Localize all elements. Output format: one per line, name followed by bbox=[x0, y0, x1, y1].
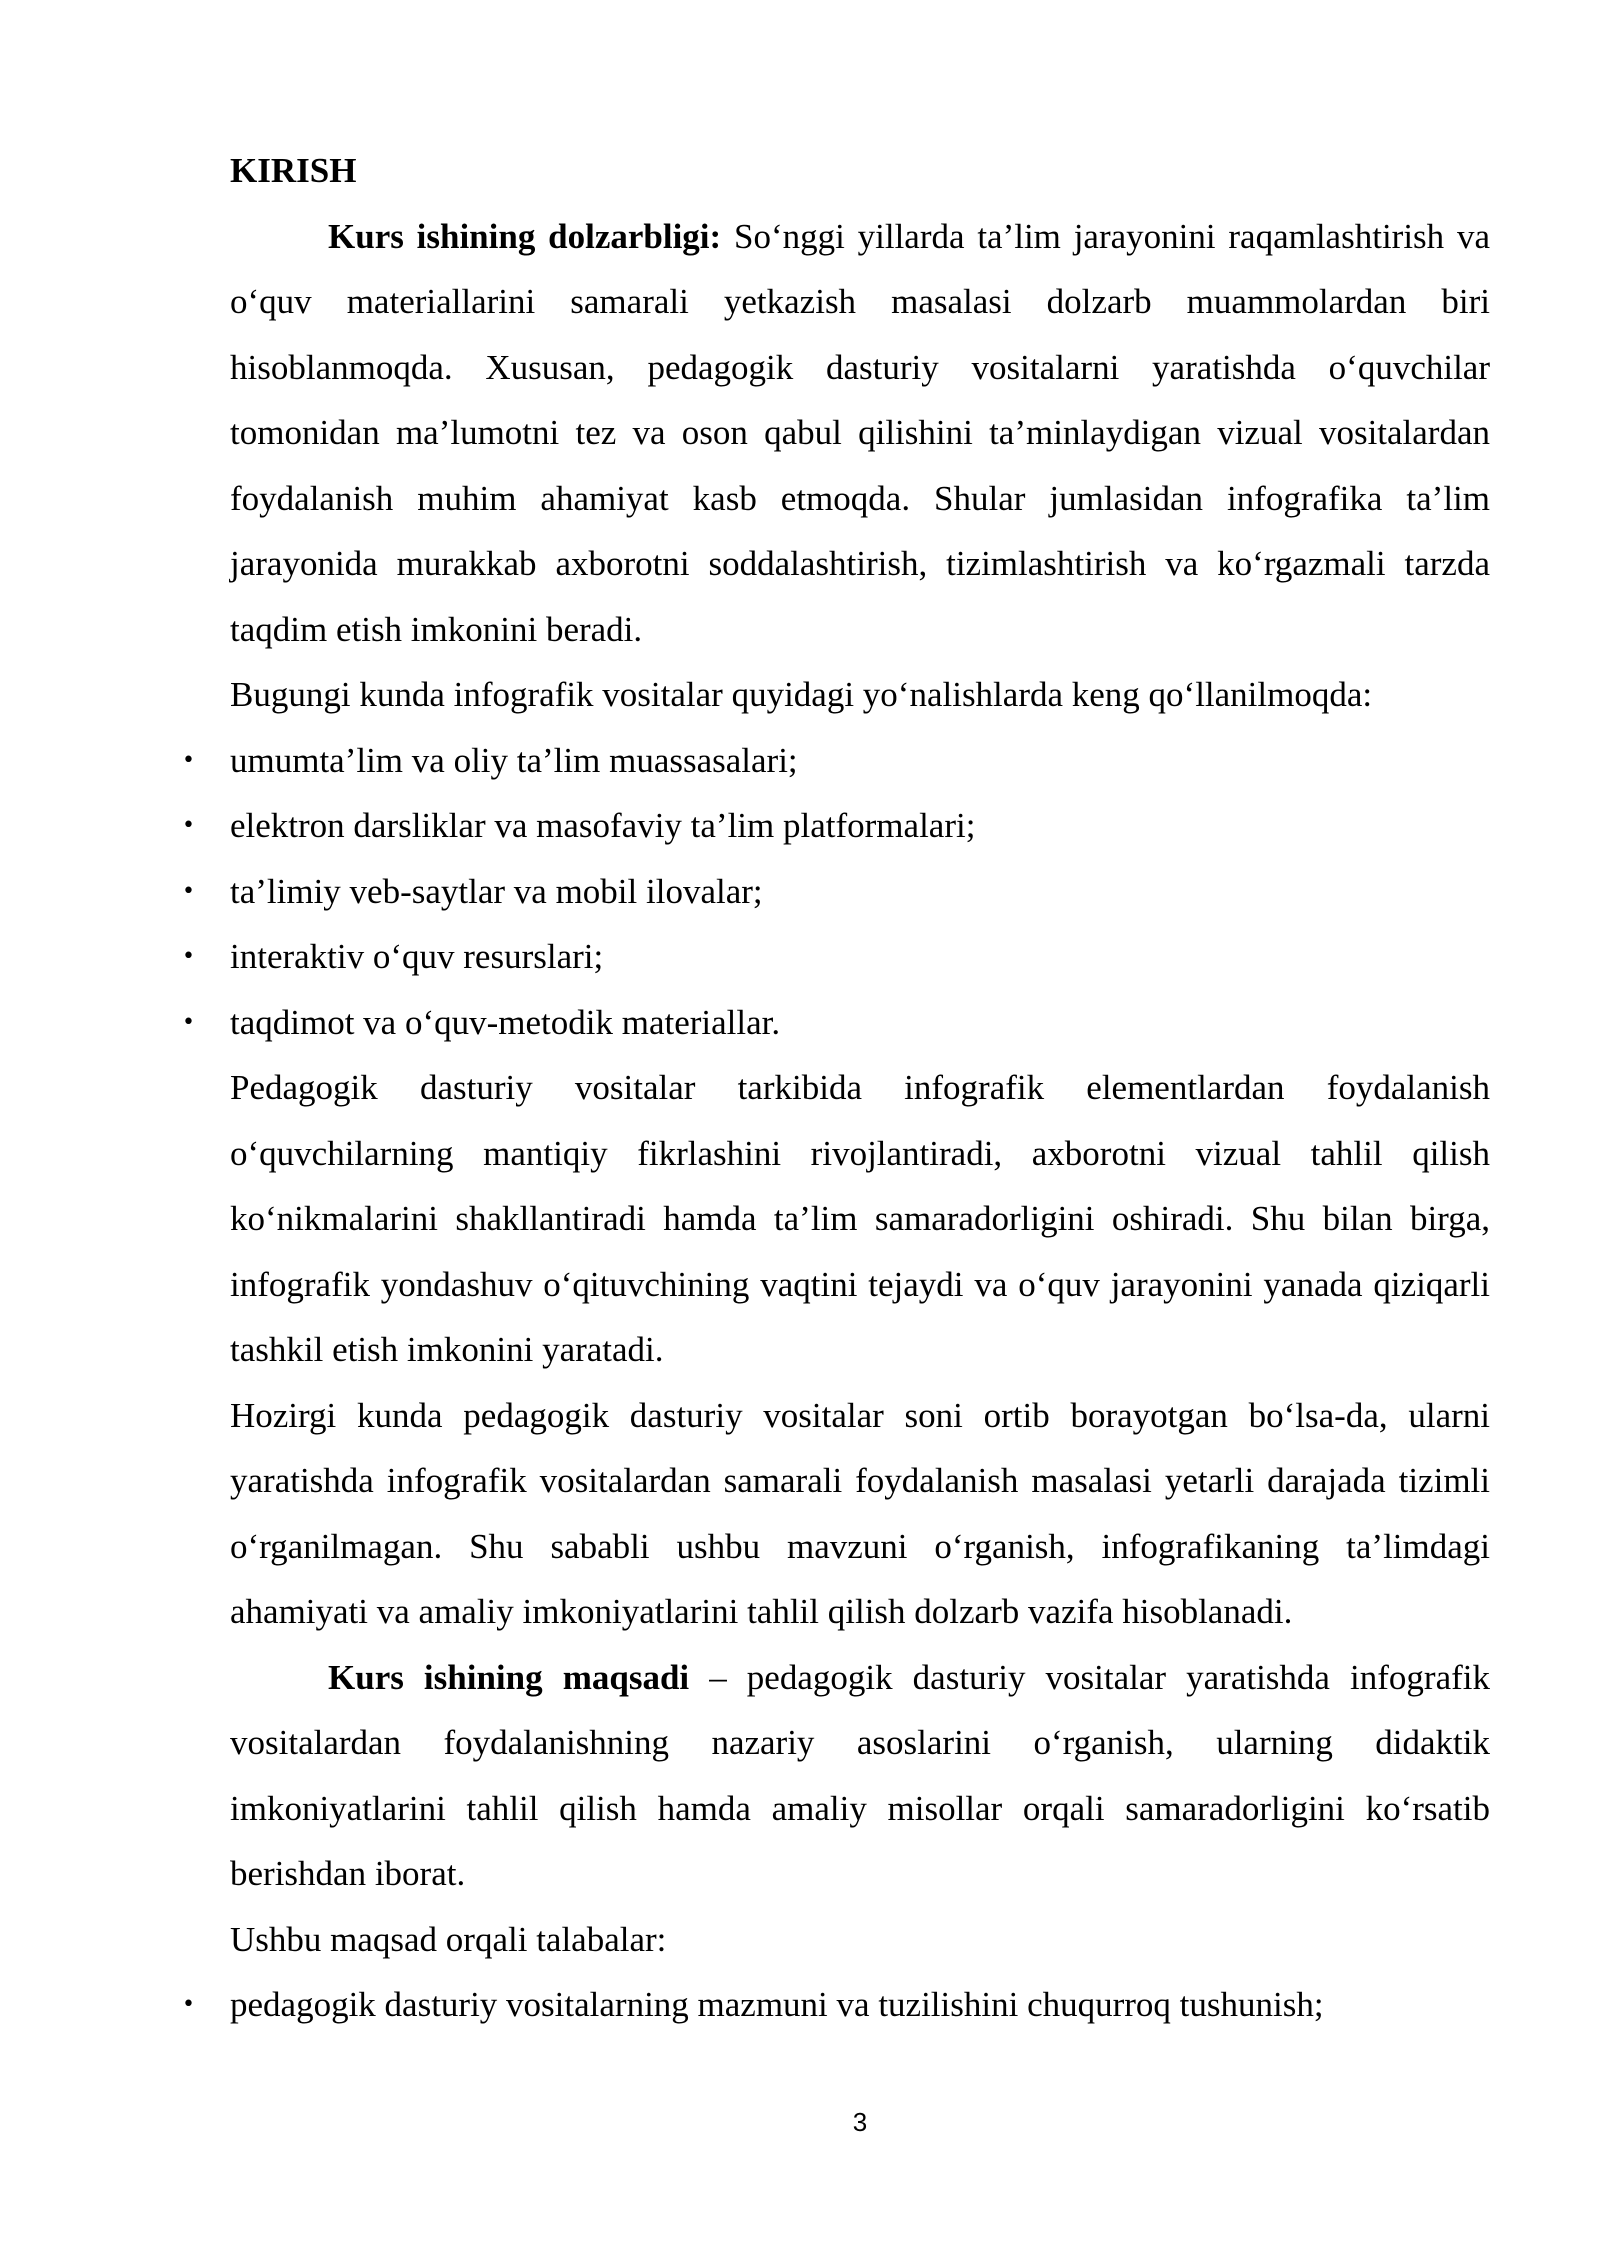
section-heading: KIRISH bbox=[230, 151, 357, 190]
usage-list bbox=[182, 728, 1490, 1056]
infographic-benefits-paragraph: Pedagogik dasturiy vositalar tarkibida infografik elementlardan foydalanish o‘quvchilarning mantiqiy fikrlashini rivojlantiradi, axborotni vizual tahlil qilish ko‘nikmalarini shakllantiradi hamda ta’lim samaradorligini oshiradi. Shu bilan birga, infografik yondashuv o‘qituvchining vaqtini tejaydi va o‘quv jarayonini yanada qiziqarli tashkil etish imkonini yaratadi. bbox=[230, 1068, 1490, 1369]
bullet-icon: • bbox=[182, 747, 195, 773]
bullet-icon: • bbox=[182, 878, 195, 904]
list-item bbox=[182, 1972, 1490, 2038]
list-item bbox=[182, 793, 1490, 859]
list-item-text: pedagogik dasturiy vositalarning mazmuni va tuzilishini chuqurroq tushunish; bbox=[230, 1985, 1324, 2024]
relevance-text: So‘nggi yillarda ta’lim jarayonini raqamlashtirish va o‘quv materiallarini samarali yetkazish masalasi dolzarb muammolardan biri hisoblanmoqda. Xususan, pedagogik dasturiy vositalarni yaratishda o‘quvchilar tomonidan ma’lumotni tez va oson qabul qilishini ta’minlaydigan vizual vositalardan foydalanish muhim ahamiyat kasb etmoqda. Shular jumlasidan infografika ta’lim jarayonida murakkab axborotni soddalashtirish, tizimlashtirish va ko‘rgazmali tarzda taqdim etish imkonini beradi. bbox=[230, 216, 1490, 649]
list-item-text: interaktiv o‘quv resurslari; bbox=[230, 937, 604, 976]
goal-text: – pedagogik dasturiy vositalar yaratishda infografik vositalardan foydalanishning nazariy asoslarini o‘rganish, ularning didaktik imkoniyatlarini tahlil qilish hamda amaliy misollar orqali samaradorligini ko‘rsatib berishdan iborat. bbox=[230, 1657, 1490, 1893]
usage-intro-paragraph: Bugungi kunda infografik vositalar quyidagi yo‘nalishlarda keng qo‘llanilmoqda: bbox=[230, 675, 1373, 714]
list-item bbox=[182, 728, 1490, 794]
relevance-label: Kurs ishining dolzarbligi: bbox=[328, 216, 722, 256]
list-item-text: umumta’lim va oliy ta’lim muassasalari; bbox=[230, 740, 798, 780]
bullet-icon: • bbox=[182, 813, 195, 838]
research-gap-paragraph: Hozirgi kunda pedagogik dasturiy vositalar soni ortib borayotgan bo‘lsa-da, ularni yaratishda infografik vositalardan samarali foydalanish masalasi yetarli darajada tizimli o‘rganilmagan. Shu sababli ushbu mavzuni o‘rganish, infografikaning ta’limdagi ahamiyati va amaliy imkoniyatlarini tahlil qilish dolzarb vazifa hisoblanadi. bbox=[230, 1395, 1490, 1631]
list-item bbox=[182, 924, 1490, 990]
relevance-paragraph bbox=[230, 204, 1490, 663]
bullet-icon: • bbox=[182, 1992, 195, 2017]
list-item bbox=[182, 990, 1490, 1056]
list-item-text: ta’limiy veb-saytlar va mobil ilovalar; bbox=[230, 871, 763, 911]
bullet-icon: • bbox=[182, 944, 195, 969]
list-item bbox=[182, 859, 1490, 925]
list-item-text: taqdimot va o‘quv-metodik materiallar. bbox=[230, 1002, 781, 1042]
students-list bbox=[182, 1972, 1490, 2038]
page-content bbox=[182, 138, 1490, 2038]
page-number: 3 bbox=[852, 2107, 868, 2137]
students-intro-paragraph: Ushbu maqsad orqali talabalar: bbox=[230, 1919, 667, 1959]
goal-label: Kurs ishining maqsadi bbox=[328, 1657, 690, 1697]
list-item-text: elektron darsliklar va masofaviy ta’lim platformalari; bbox=[230, 806, 976, 845]
goal-paragraph bbox=[230, 1645, 1490, 1907]
bullet-icon: • bbox=[182, 1009, 195, 1035]
